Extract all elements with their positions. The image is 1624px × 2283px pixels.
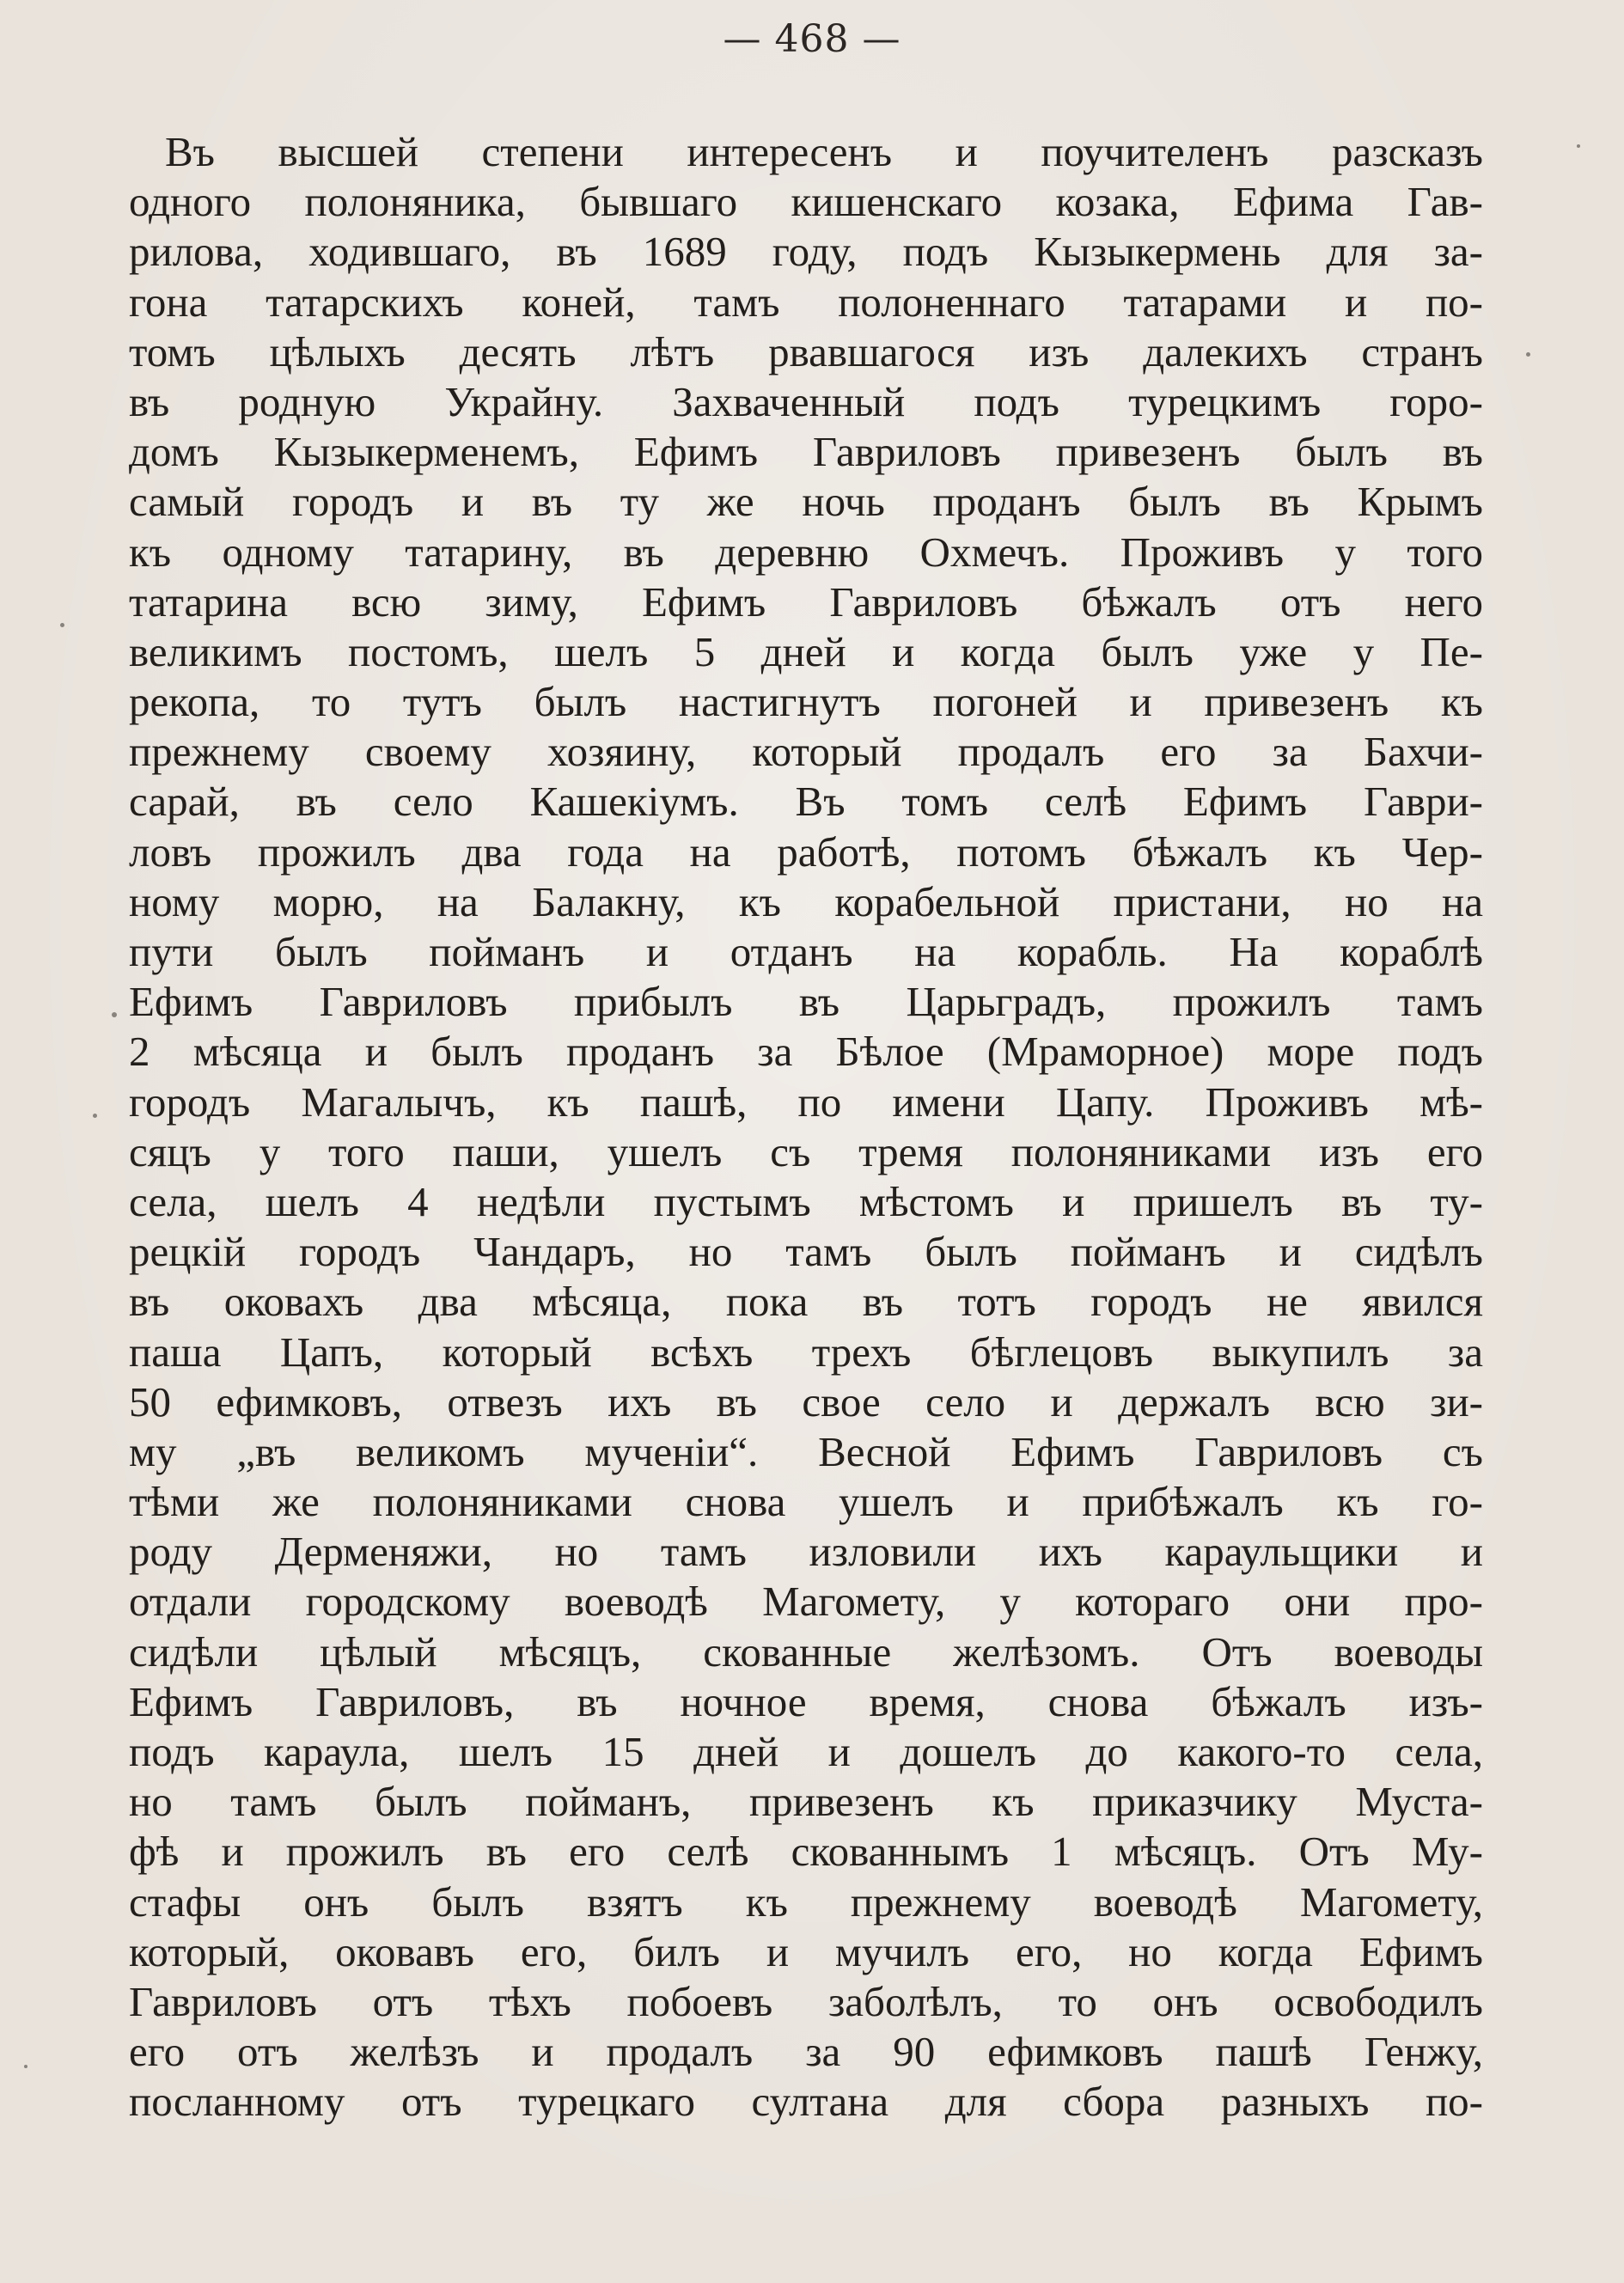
text-line: Въ высшей степени интересенъ и поучителенъ разсказъ — [165, 128, 1483, 175]
print-speck — [1577, 144, 1580, 148]
text-line: томъ цѣлыхъ десять лѣтъ рвавшагося изъ далекихъ странъ — [129, 327, 1483, 375]
text-line: отдали городскому воеводѣ Магомету, у котораго они про- — [129, 1578, 1483, 1626]
body-text — [129, 127, 1483, 2127]
text-line: паша Цапъ, который всѣхъ трехъ бѣглецовъ выкупилъ за — [129, 1328, 1483, 1376]
text-line: татарина всю зиму, Ефимъ Гавриловъ бѣжалъ отъ него — [129, 577, 1483, 626]
text-line: тѣми же полоняниками снова ушелъ и прибѣжалъ къ го- — [129, 1478, 1483, 1526]
text-line: сидѣли цѣлый мѣсяцъ, скованные желѣзомъ. Отъ воеводы — [129, 1627, 1483, 1676]
text-line: гона татарскихъ коней, тамъ полоненнаго татарами и по- — [129, 278, 1483, 326]
text-line: ному морю, на Балакну, къ корабельной пристани, но на — [129, 877, 1483, 925]
text-line: ловъ прожилъ два года на работѣ, потомъ бѣжалъ къ Чер- — [129, 827, 1483, 876]
print-speck — [1526, 352, 1530, 357]
text-line: прежнему своему хозяину, который продалъ его за Бахчи- — [129, 728, 1483, 776]
text-line: 50 ефимковъ, отвезъ ихъ въ свое село и держалъ всю зи- — [129, 1377, 1483, 1425]
text-line: сяцъ у того паши, ушелъ съ тремя полоняниками изъ его — [129, 1127, 1483, 1175]
text-line: пути былъ пойманъ и отданъ на корабль. На кораблѣ — [129, 928, 1483, 975]
text-line: Гавриловъ отъ тѣхъ побоевъ заболѣлъ, то онъ освободилъ — [129, 1977, 1483, 2025]
text-line: къ одному татарину, въ деревню Охмечъ. Проживъ у того — [129, 528, 1483, 576]
text-line: рилова, ходившаго, въ 1689 году, подъ Кызыкермень для за- — [129, 228, 1483, 276]
print-speck — [93, 1114, 97, 1118]
text-line: рецкій городъ Чандаръ, но тамъ былъ пойманъ и сидѣлъ — [129, 1228, 1483, 1276]
text-line: роду Дерменяжи, но тамъ изловили ихъ караульщики и — [129, 1528, 1483, 1576]
text-line: его отъ желѣзъ и продалъ за 90 ефимковъ пашѣ Генжу, — [129, 2028, 1483, 2076]
text-line: посланному отъ турецкаго султана для сбора разныхъ по- — [129, 2078, 1483, 2126]
print-speck — [60, 623, 64, 627]
text-line: домъ Кызыкерменемъ, Ефимъ Гавриловъ привезенъ былъ въ — [129, 428, 1483, 476]
text-line: фѣ и прожилъ въ его селѣ скованнымъ 1 мѣсяцъ. Отъ Му- — [129, 1828, 1483, 1876]
text-line: который, оковавъ его, билъ и мучилъ его, но когда Ефимъ — [129, 1927, 1483, 1975]
text-line: сарай, въ село Кашекіумъ. Въ томъ селѣ Ефимъ Гаври- — [129, 778, 1483, 826]
text-line: самый городъ и въ ту же ночь проданъ былъ въ Крымъ — [129, 478, 1483, 526]
text-line: городъ Магалычъ, къ пашѣ, по имени Цапу. Проживъ мѣ- — [129, 1077, 1483, 1126]
text-line: въ оковахъ два мѣсяца, пока въ тотъ городъ не явился — [129, 1278, 1483, 1326]
text-line: стафы онъ былъ взятъ къ прежнему воеводѣ Магомету, — [129, 1877, 1483, 1926]
page-number: — 468 — — [723, 17, 901, 61]
text-line: 2 мѣсяца и былъ проданъ за Бѣлое (Мраморное) море подъ — [129, 1028, 1483, 1076]
text-line: села, шелъ 4 недѣли пустымъ мѣстомъ и пришелъ въ ту- — [129, 1177, 1483, 1225]
print-speck — [24, 2065, 27, 2068]
text-line: великимъ постомъ, шелъ 5 дней и когда былъ уже у Пе- — [129, 627, 1483, 675]
text-line: но тамъ былъ пойманъ, привезенъ къ приказчику Муста- — [129, 1778, 1483, 1826]
text-line: Ефимъ Гавриловъ прибылъ въ Царьградъ, прожилъ тамъ — [129, 978, 1483, 1026]
text-line: рекопа, то тутъ былъ настигнутъ погоней и привезенъ къ — [129, 678, 1483, 726]
text-line: одного полоняника, бывшаго кишенскаго козака, Ефима Гав- — [129, 178, 1483, 226]
text-line: въ родную Украйну. Захваченный подъ турецкимъ горо- — [129, 377, 1483, 425]
text-line: Ефимъ Гавриловъ, въ ночное время, снова бѣжалъ изъ- — [129, 1677, 1483, 1725]
text-line: му „въ великомъ мученіи“. Весной Ефимъ Гавриловъ съ — [129, 1427, 1483, 1475]
text-line: подъ караула, шелъ 15 дней и дошелъ до какого-то села, — [129, 1728, 1483, 1775]
print-speck — [112, 1012, 117, 1017]
